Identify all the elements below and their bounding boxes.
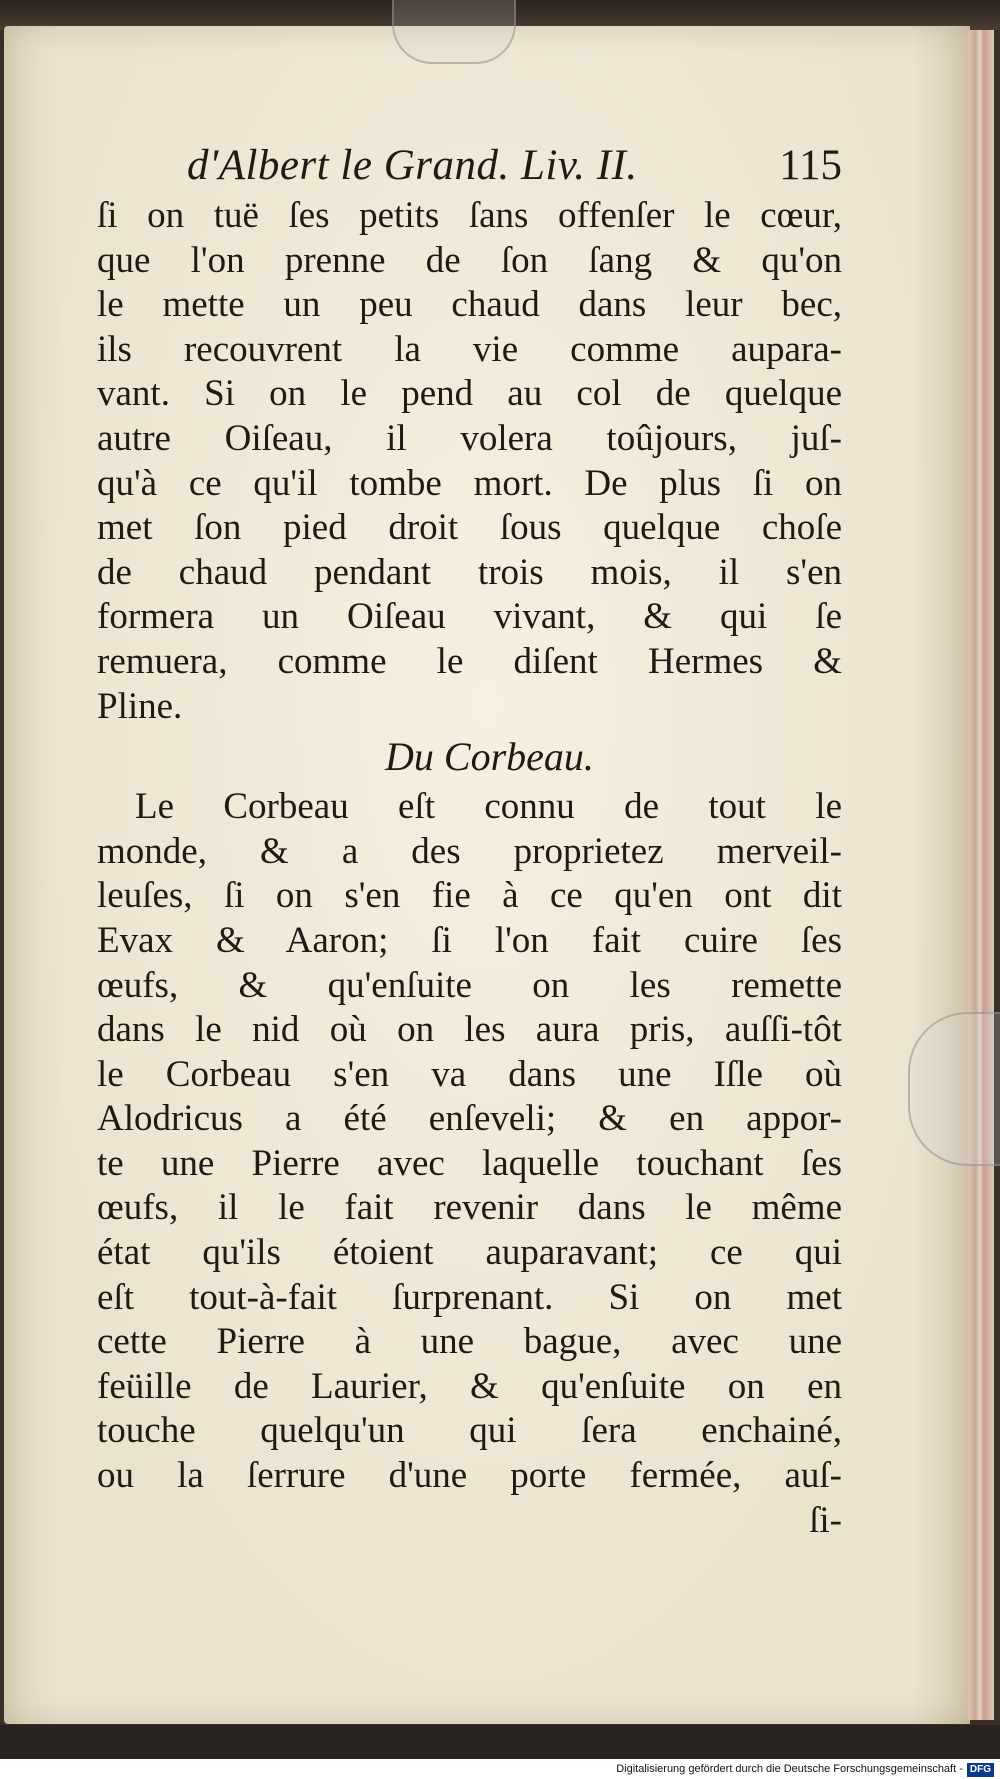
text-line: qu'à ce qu'il tombe mort. De plus ſi on	[97, 462, 842, 504]
text-line: Alodricus a été enſeveli; & en appor-	[97, 1098, 842, 1140]
top-page-clip	[392, 0, 516, 64]
text-line: œufs, & qu'enſuite on les remette	[97, 964, 842, 1006]
text-line: Pline.	[97, 685, 183, 727]
section-heading: Du Corbeau.	[385, 734, 594, 780]
page-number: 115	[779, 142, 842, 189]
credit-text: Digitalisierung gefördert durch die Deutsche Forschungsgemeinschaft -	[616, 1763, 963, 1775]
text-line: état qu'ils étoient auparavant; ce qui	[97, 1232, 842, 1274]
text-line: Evax & Aaron; ſi l'on fait cuire ſes	[97, 919, 842, 961]
running-head-title: d'Albert le Grand. Liv. II.	[187, 142, 638, 189]
right-page-clip	[908, 1012, 1000, 1166]
text-line: monde, & a des proprietez merveil-	[97, 830, 842, 872]
text-line: cette Pierre à une bague, avec une	[97, 1321, 842, 1363]
catchword: ſi-	[809, 1499, 842, 1541]
text-line: ſi on tuë ſes petits ſans offenſer le cœur,	[97, 195, 842, 236]
text-line: eſt tout-à-fait ſurprenant. Si on met	[97, 1276, 842, 1318]
page-edges	[968, 30, 994, 1720]
text-line: leuſes, ſi on s'en fie à ce qu'en ont dit	[97, 875, 842, 917]
dfg-logo: DFG	[967, 1763, 994, 1777]
page-text	[97, 138, 842, 1543]
text-line: de chaud pendant trois mois, il s'en	[97, 551, 842, 593]
text-line: ils recouvrent la vie comme aupara-	[97, 328, 842, 370]
text-line: touche quelqu'un qui ſera enchainé,	[97, 1410, 842, 1452]
text-line: œufs, il le fait revenir dans le même	[97, 1187, 842, 1229]
text-line: te une Pierre avec laquelle touchant ſes	[97, 1142, 842, 1184]
digitization-credit	[610, 1759, 994, 1779]
text-line: dans le nid où on les aura pris, auſſi-tôt	[97, 1009, 842, 1051]
text-line: vant. Si on le pend au col de quelque	[97, 373, 842, 415]
text-line: feüille de Laurier, & qu'enſuite on en	[97, 1365, 842, 1407]
text-line: autre Oiſeau, il volera toûjours, juſ-	[97, 417, 842, 459]
text-line: le Corbeau s'en va dans une Iſle où	[97, 1053, 842, 1095]
text-line: remuera, comme le diſent Hermes &	[97, 640, 842, 682]
text-line: formera un Oiſeau vivant, & qui ſe	[97, 596, 842, 638]
text-line: que l'on prenne de ſon ſang & qu'on	[97, 239, 842, 281]
running-head	[97, 138, 842, 194]
text-line: met ſon pied droit ſous quelque choſe	[97, 507, 842, 549]
paragraph-continued	[97, 194, 842, 729]
text-line: Le Corbeau eſt connu de tout le	[135, 786, 842, 828]
paragraph-corbeau	[97, 785, 842, 1499]
text-line: ou la ſerrure d'une porte fermée, auſ-	[97, 1455, 842, 1497]
text-line: le mette un peu chaud dans leur bec,	[97, 284, 842, 326]
